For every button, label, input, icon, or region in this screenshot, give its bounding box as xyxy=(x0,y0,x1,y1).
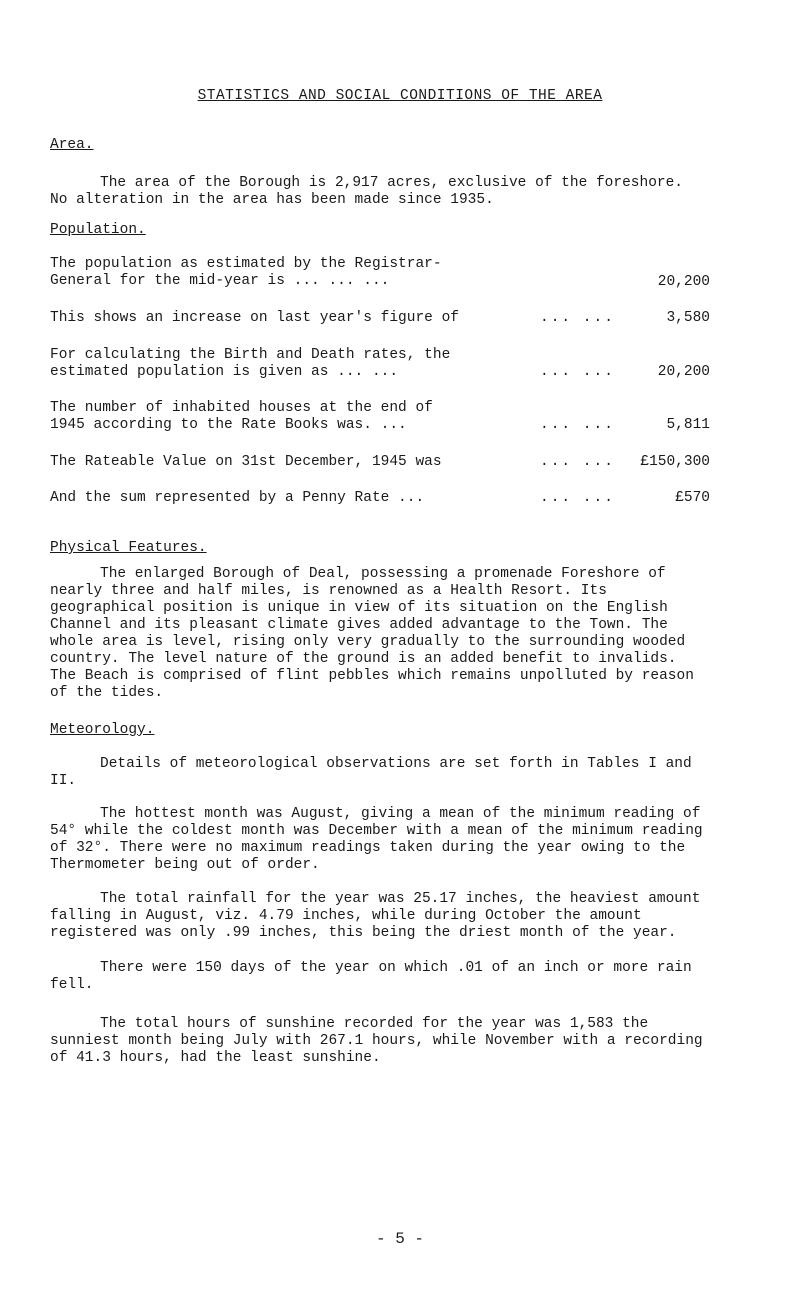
meteorology-heading: Meteorology. xyxy=(50,722,155,738)
physical-features-heading: Physical Features. xyxy=(50,540,207,556)
physical-features-paragraph: The enlarged Borough of Deal, possessing a promenade Foreshore of nearly three and half miles, is renowned as a Health Resort. Its geographical position is unique in view of its situation on the English Channel and its pleasant climate gives added advantage to the Town. The whole area is level, rising only very gradually to the surrounding wooded country. The level nature of the ground is an added benefit to invalids. The Beach is comprised of flint pebbles which remains unpolluted by reason of the tides. xyxy=(50,566,694,701)
stat-label-increase: This shows an increase on last year's figure of xyxy=(50,310,459,326)
page-number: - 5 - xyxy=(375,1230,424,1248)
stat-label-estimated-population: The population as estimated by the Registrar- General for the mid-year is ... ... ... xyxy=(50,256,442,289)
stat-value-inhabited-houses: 5,811 xyxy=(666,417,710,433)
stat-dots-penny-rate: ... ... xyxy=(540,490,615,506)
meteorology-paragraph-sunshine: The total hours of sunshine recorded for the year was 1,583 the sunniest month being July with 267.1 hours, while November with a recording of 41.3 hours, had the least sunshine. xyxy=(50,1016,703,1066)
stat-value-increase: 3,580 xyxy=(666,310,710,326)
meteorology-paragraph-rainfall: The total rainfall for the year was 25.17 inches, the heaviest amount falling in August, viz. 4.79 inches, while during October the amount registered was only .99 inches, this being the driest month of the year. xyxy=(50,891,701,941)
page-title: STATISTICS AND SOCIAL CONDITIONS OF THE AREA xyxy=(197,88,603,104)
stat-value-rateable-value: £150,300 xyxy=(640,454,710,470)
stat-dots-birth-death-population: ... ... xyxy=(540,364,615,380)
stat-value-estimated-population: 20,200 xyxy=(657,274,710,290)
stat-value-penny-rate: £570 xyxy=(675,490,710,506)
area-heading: Area. xyxy=(50,137,94,153)
area-paragraph: The area of the Borough is 2,917 acres, exclusive of the foreshore. No alteration in the area has been made since 1935. xyxy=(50,175,683,208)
stat-label-penny-rate: And the sum represented by a Penny Rate ... xyxy=(50,490,425,506)
stat-label-rateable-value: The Rateable Value on 31st December, 1945 was xyxy=(50,454,442,470)
stat-dots-rateable-value: ... ... xyxy=(540,454,615,470)
stat-label-inhabited-houses: The number of inhabited houses at the end of 1945 according to the Rate Books was. ... xyxy=(50,400,433,433)
meteorology-paragraph-tables: Details of meteorological observations are set forth in Tables I and II. xyxy=(50,756,692,789)
meteorology-paragraph-temperature: The hottest month was August, giving a mean of the minimum reading of 54° while the coldest month was December with a mean of the minimum reading of 32°. There were no maximum readings taken during the year owing to the Thermometer being out of order. xyxy=(50,806,703,873)
stat-label-birth-death-population: For calculating the Birth and Death rates, the estimated population is given as ... ... xyxy=(50,347,451,380)
stat-dots-inhabited-houses: ... ... xyxy=(540,417,615,433)
population-heading: Population. xyxy=(50,222,146,238)
meteorology-paragraph-rain-days: There were 150 days of the year on which .01 of an inch or more rain fell. xyxy=(50,960,692,993)
stat-value-birth-death-population: 20,200 xyxy=(657,364,710,380)
stat-dots-increase: ... ... xyxy=(540,310,615,326)
